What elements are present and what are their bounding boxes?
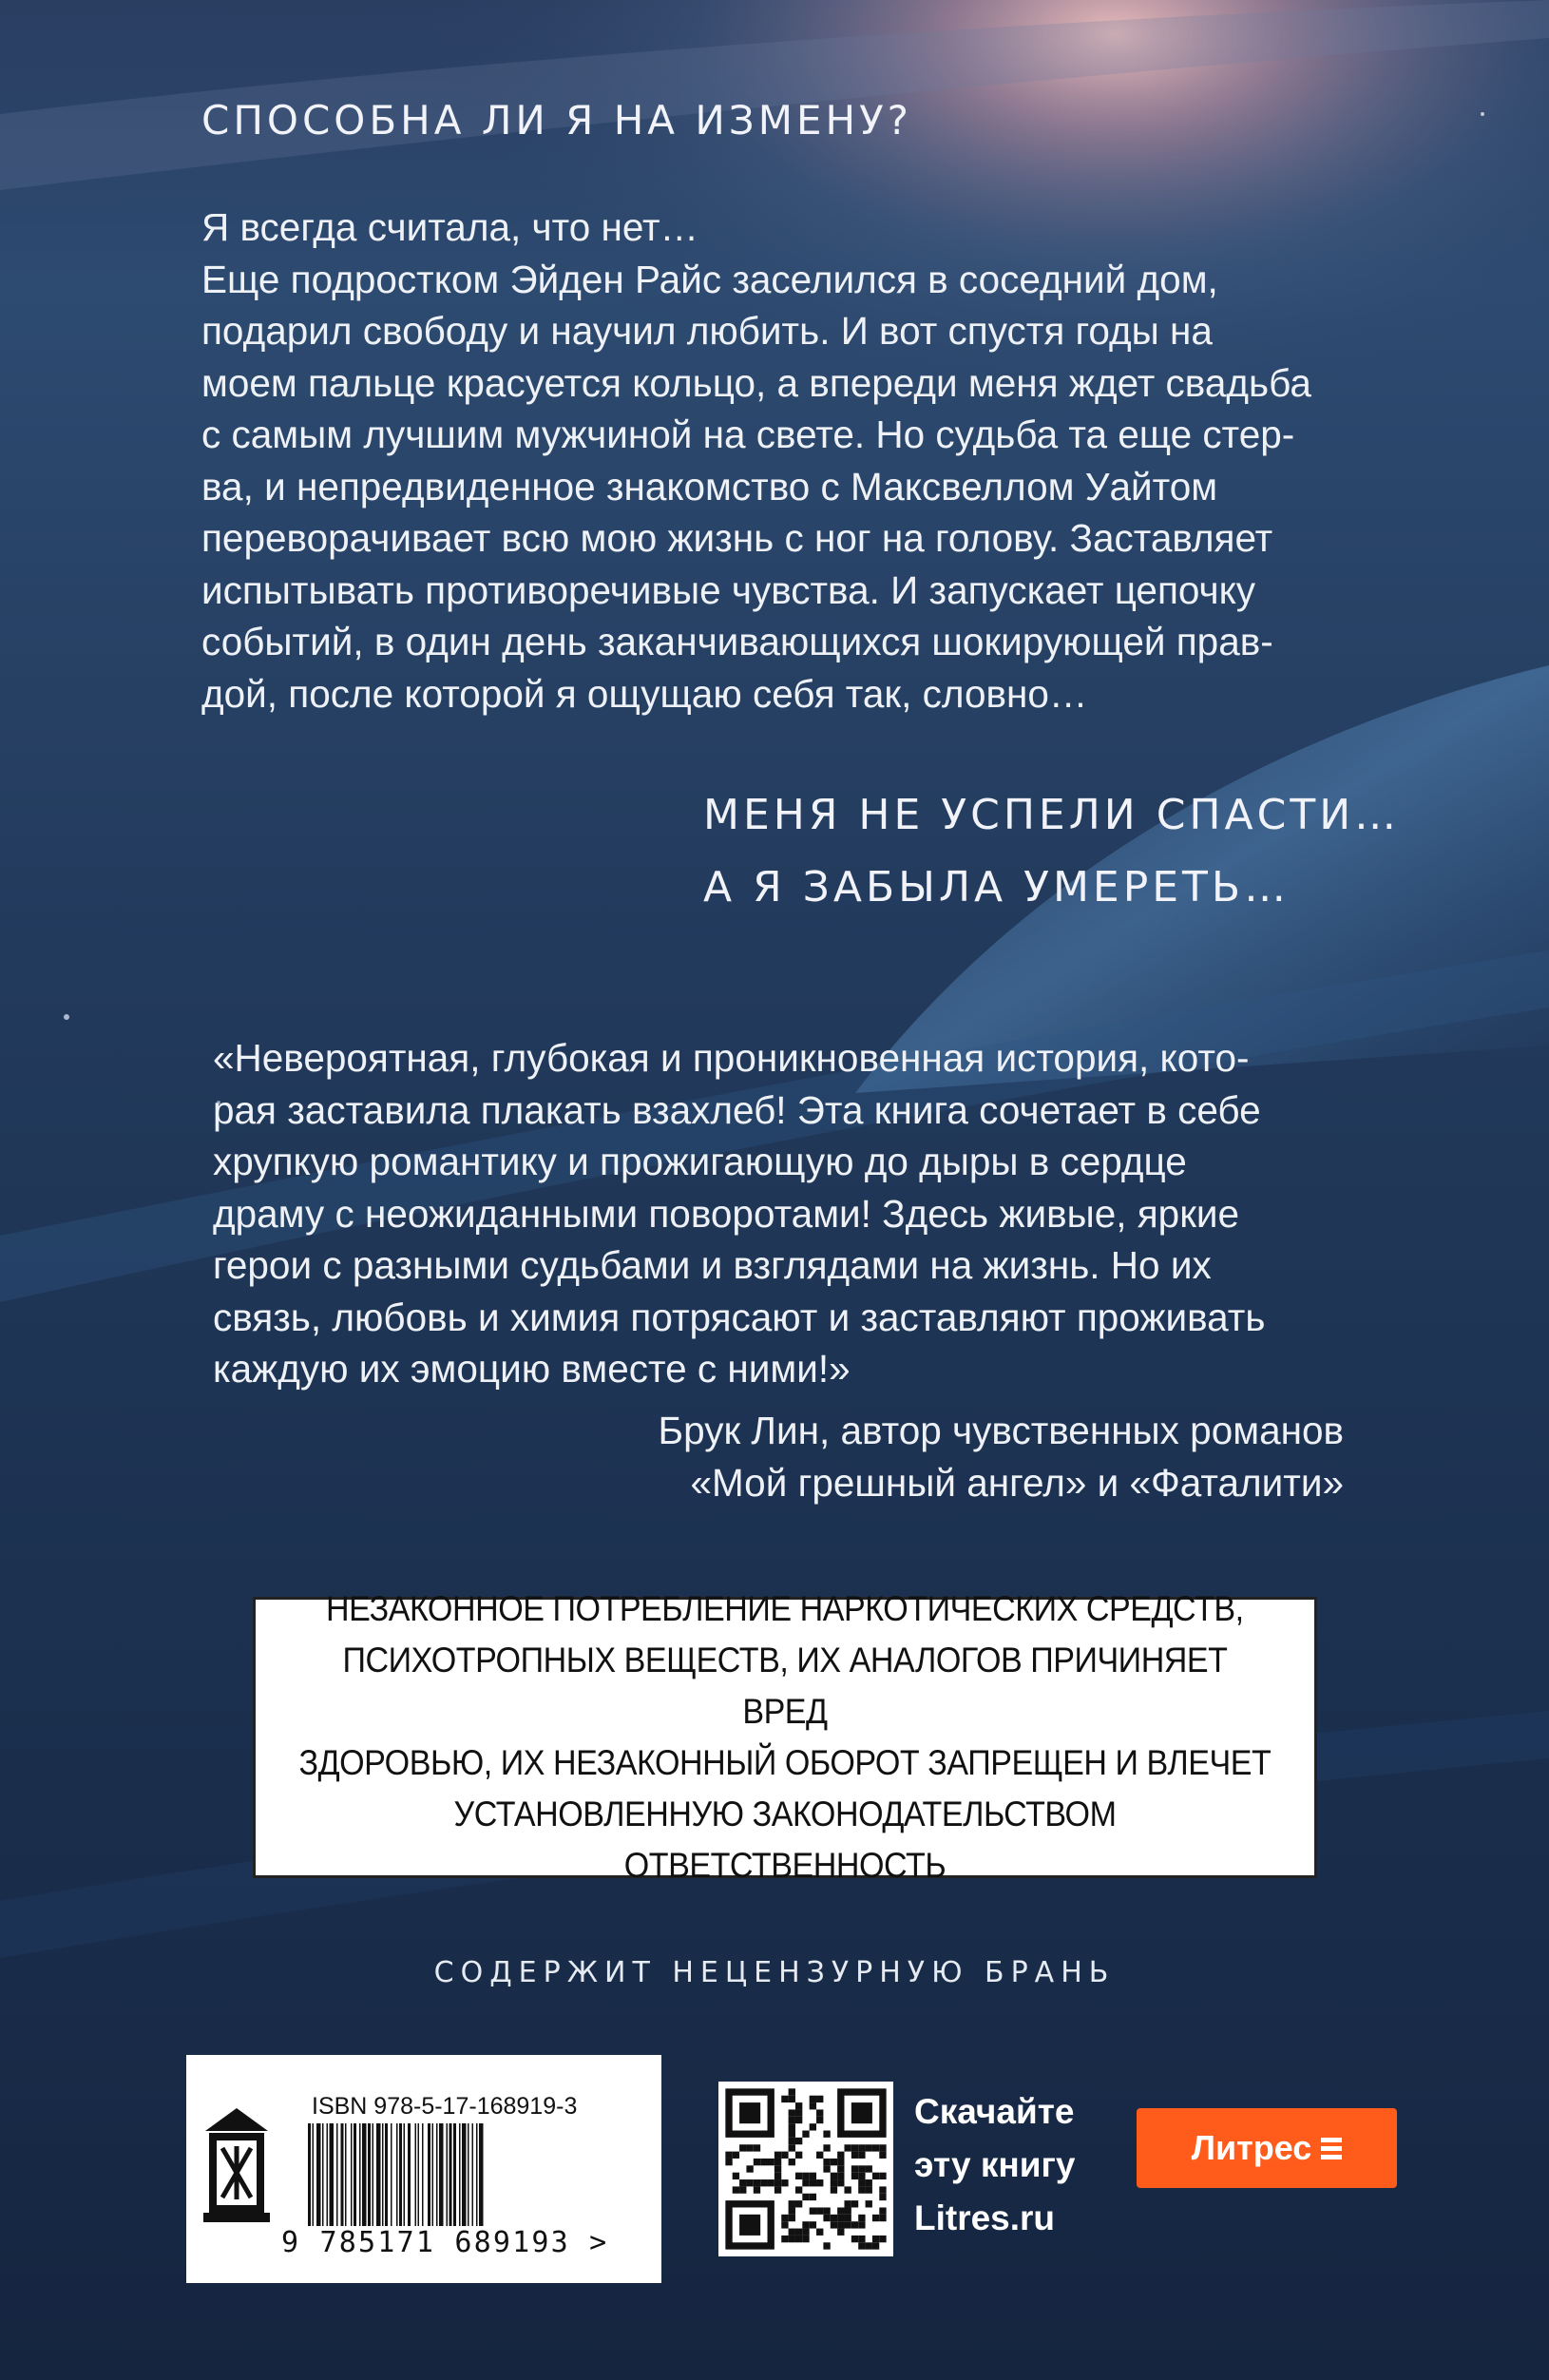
blurb (201, 202, 1355, 720)
attribution-line: Брук Лин, автор чувственных романов (658, 1409, 1344, 1452)
download-line: эту книгу (914, 2145, 1076, 2184)
barcode-digits: 9 785171 689193 > (281, 2226, 609, 2259)
warning-line: НЕЗАКОННОЕ ПОТРЕБЛЕНИЕ НАРКОТИЧЕСКИХ СРЕДСТВ, (326, 1589, 1244, 1628)
review-line: каждую их эмоцию вместе с ними!» (213, 1347, 851, 1391)
attribution-line: «Мой грешный ангел» и «Фаталити» (690, 1460, 1344, 1505)
download-line: Скачайте (914, 2092, 1075, 2131)
blurb-line: переворачивает всю мою жизнь с ног на голову. Заставляет (201, 516, 1273, 560)
review-line: связь, любовь и химия потрясают и заставляют проживать (213, 1295, 1266, 1339)
litres-logo-text: Литрес (1191, 2128, 1312, 2167)
download-prompt (914, 2085, 1075, 2245)
litres-menu-icon (1321, 2138, 1342, 2159)
heading: СПОСОБНА ЛИ Я НА ИЗМЕНУ? (201, 97, 912, 144)
tagline (703, 779, 1400, 924)
review-line: герои с разными судьбами и взглядами на жизнь. Но их (213, 1243, 1212, 1287)
blurb-line: Я всегда считала, что нет… (201, 205, 699, 249)
download-line: Litres.ru (914, 2198, 1056, 2237)
review-line: драму с неожиданными поворотами! Здесь живые, яркие (213, 1191, 1240, 1236)
barcode-icon (308, 2123, 644, 2226)
isbn-barcode-box (186, 2055, 661, 2283)
publisher-lantern-logo-icon (201, 2104, 272, 2224)
warning-line: ЗДОРОВЬЮ, ИХ НЕЗАКОННЫЙ ОБОРОТ ЗАПРЕЩЕН И ВЛЕЧЕТ (298, 1743, 1272, 1782)
qr-code-icon (718, 2082, 893, 2256)
litres-logo (1137, 2108, 1397, 2188)
isbn-number: ISBN 978-5-17-168919-3 (312, 2093, 578, 2120)
blurb-line: ва, и непредвиденное знакомство с Максвеллом Уайтом (201, 464, 1218, 509)
blurb-line: испытывать противоречивые чувства. И запускает цепочку (201, 567, 1256, 612)
blurb-line: событий, в один день заканчивающихся шокирующей прав- (201, 620, 1273, 663)
review-line: рая заставила плакать взахлеб! Эта книга сочетает в себе (213, 1087, 1261, 1132)
health-warning-box (253, 1589, 1317, 1885)
blurb-line: с самым лучшим мужчиной на свете. Но судьба та еще стер- (201, 413, 1295, 456)
blurb-line: подарил свободу и научил любить. И вот спустя годы на (201, 309, 1213, 353)
review-line: «Невероятная, глубокая и проникновенная история, кото- (213, 1036, 1250, 1080)
tagline-line: МЕНЯ НЕ УСПЕЛИ СПАСТИ… (703, 791, 1401, 839)
review-line: хрупкую романтику и прожигающую до дыры в сердце (213, 1140, 1187, 1183)
review-attribution (659, 1405, 1344, 1508)
warning-line: УСТАНОВЛЕННУЮ ЗАКОНОДАТЕЛЬСТВОМ ОТВЕТСТВЕННОСТЬ (453, 1795, 1117, 1885)
blurb-line: Еще подростком Эйден Райс заселился в соседний дом, (201, 257, 1218, 301)
blurb-line: дой, после которой я ощущаю себя так, словно… (201, 671, 1088, 716)
tagline-line: А Я ЗАБЫЛА УМЕРЕТЬ… (703, 863, 1291, 912)
review-quote (213, 1032, 1344, 1395)
warning-line: ПСИХОТРОПНЫХ ВЕЩЕСТВ, ИХ АНАЛОГОВ ПРИЧИНЯЕТ ВРЕД (342, 1641, 1228, 1731)
blurb-line: моем пальце красуется кольцо, а впереди меня ждет свадьба (201, 360, 1311, 405)
profanity-notice: СОДЕРЖИТ НЕЦЕНЗУРНУЮ БРАНЬ (433, 1956, 1116, 1989)
